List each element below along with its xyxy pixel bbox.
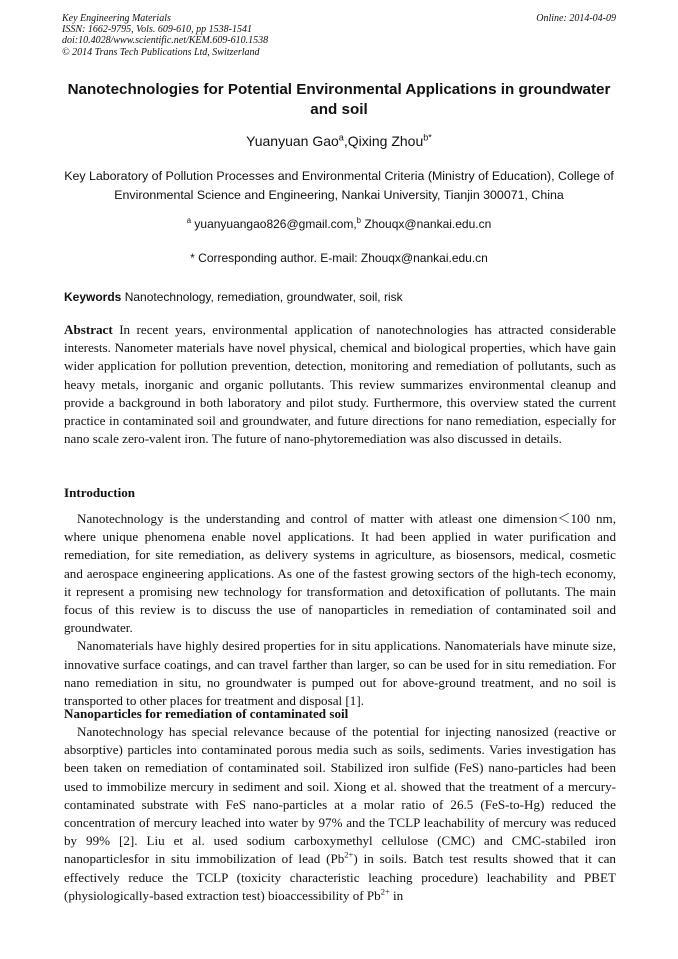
email-a[interactable]: yuanyuangao826@gmail.com, (194, 217, 357, 231)
keywords-text: Nanotechnology, remediation, groundwater, soil, risk (124, 290, 403, 304)
email-b[interactable]: Zhouqx@nankai.edu.cn (364, 217, 492, 231)
online-date: Online: 2014-04-09 (536, 13, 616, 24)
superscript: 2+ (380, 886, 390, 897)
abstract-paragraph (64, 321, 616, 448)
section-heading-nanoparticles: Nanoparticles for remediation of contaminated soil (64, 706, 349, 721)
journal-header (62, 13, 616, 58)
author-name: Yuanyuan Gao (246, 133, 339, 149)
affiliation: Key Laboratory of Pollution Processes and Environmental Criteria (Ministry of Education), College of Environmental Science and Engineering, Nankai University, Tianjin 300071, China (64, 169, 614, 202)
paragraph-text: ) in soils. Batch test results showed that it can effectively reduce the TCLP (toxicity characteristic leaching procedure) leachability and PBET (physiologically-based extraction test) bioaccessibility of Pb (64, 851, 616, 903)
copyright-line: © 2014 Trans Tech Publications Ltd, Switzerland (62, 46, 260, 58)
author-list (60, 132, 618, 150)
corresponding-author: * Corresponding author. E-mail: Zhouqx@nankai.edu.cn (190, 251, 488, 265)
keywords-label: Keywords (64, 290, 122, 304)
paragraph-text: Nanotechnology has special relevance because of the potential for injecting nanosized (reactive or absorptive) particles into contaminated porous media such as soils, sediments. Varies investigation has been taken on remediation of contaminated soil. Stabilized iron sulfide (FeS) nano-particles had been used to immobilize mercury in sediment and soil. Xiong et al. showed that the treatment of a mercury-contaminated substrate with FeS nano-particles at a molar ratio of 26.5 (FeS-to-Hg) reduced the concentration of mercury leached into water by 97% and the TCLP leachability of mercury was reduced by 99% [2]. Liu et al. used sodium carboxymethyl cellulose (CMC) and CMC-stabiled iron nanoparticlesfor in situ immobilization of lead (Pb (64, 724, 616, 867)
doi-line: doi:10.4028/www.scientific.net/KEM.609-610.1538 (62, 35, 269, 47)
section-heading-introduction: Introduction (64, 485, 136, 500)
paragraph: Nanomaterials have highly desired properties for in situ applications. Nanomaterials have minute size, innovative surface coatings, and can travel farther than larger, so can be used for in situ remediation. For nano remediation in situ, no groundwater is pumped out for above-ground treatment, and no soil is transported to other places for treatment and disposal [1]. (64, 638, 616, 709)
author-mark: a (338, 132, 344, 143)
author-separator: , (343, 133, 348, 149)
abstract-text: In recent years, environmental application of nanotechnologies has attracted considerable interests. Nanometer materials have novel physical, chemical and biological properties, which have gain wider application for pollution prevention, detection, monitoring and remediation of pollutants, such as heavy metals, inorganic and organic pollutants. This review summarizes environmental cleanup and provide a background in both laboratory and pilot study. Furthermore, this overview stated the current practice in contaminated soil and groundwater, and future directions for nano remediation, especially for nano scale zero-valent iron. The future of nano-phytoremediation was also discussed in details. (64, 322, 616, 447)
journal-name: Key Engineering Materials (62, 13, 171, 24)
email-mark: b (356, 216, 362, 225)
abstract (64, 321, 616, 448)
paragraph: Nanotechnology is the understanding and control of matter with atleast one dimension＜100 nm, where unique phenomena enable novel applications. It had been applied in water purification and remediation, for site remediation, as delivery systems in agriculture, as biosensors, medical, cosmetic and aerospace engineering applications. As one of the fastest growing sectors of the high-tech economy, it represent a promising new technology for transformation and detoxification of pollutants. The main focus of this review is to discuss the use of nanoparticles in remediation of contaminated soil and groundwater. (64, 511, 616, 636)
paragraph-text: in (389, 887, 404, 903)
author-mark: b* (423, 132, 432, 143)
nanoparticles-section (64, 723, 616, 905)
paragraph (64, 723, 616, 905)
keywords (64, 289, 616, 305)
author-emails (60, 216, 618, 232)
email-mark: a (186, 216, 192, 225)
abstract-label: Abstract (64, 322, 113, 337)
issn-line: ISSN: 1662-9795, Vols. 609-610, pp 1538-1541 (62, 24, 252, 36)
introduction-section (64, 510, 616, 710)
author-name: Qixing Zhou (347, 133, 424, 149)
paper-title: Nanotechnologies for Potential Environmental Applications in groundwater and soil (67, 81, 611, 118)
superscript: 2+ (344, 850, 354, 861)
